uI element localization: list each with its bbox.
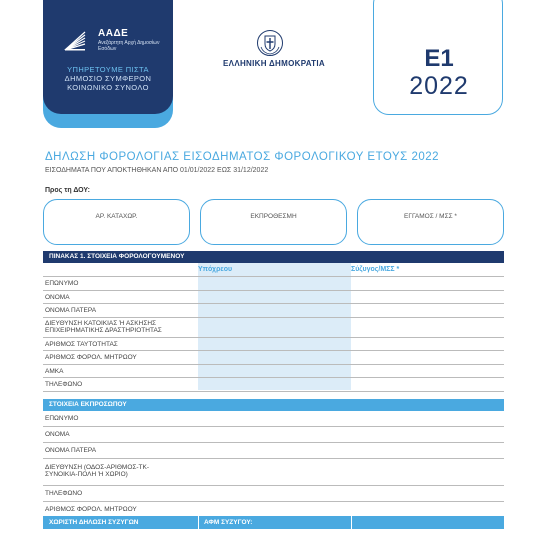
table-row[interactable] [43,304,504,318]
aade-slogan [43,65,173,92]
separate-declaration-label: ΧΩΡΙΣΤΗ ΔΗΛΩΣΗ ΣΥΖΥΓΩΝ [49,519,139,526]
row-label: ΕΠΩΝΥΜΟ [45,415,79,422]
row-label: ΑΜΚΑ [45,367,64,375]
doy-label: Προς τη ΔΟΥ: [45,187,90,194]
registration-number-field[interactable]: ΑΡ. ΚΑΤΑΧΩΡ. [43,199,190,245]
late-submission-field[interactable]: ΕΚΠΡΟΘΕΣΜΗ [200,199,347,245]
row-label: ΤΗΛΕΦΩΝΟ [45,381,83,388]
aade-logo-block [43,0,173,128]
representative-rows [43,411,504,518]
row-label: ΔΙΕΥΘΥΝΣΗ ΚΑΤΟΙΚΙΑΣ Ή ΑΣΚΗΣΗΣ ΕΠΙΧΕΙΡΗΜΑΤΙΚΗΣ ΔΡΑΣΤΗΡΙΟΤΗΤΑΣ [45,319,162,334]
table1-column-headers [43,263,504,277]
row-label: ΟΝΟΜΑ [45,431,70,438]
aade-name: ΑΑΔΕ [98,28,129,39]
row-label: ΑΡΙΘΜΟΣ ΤΑΥΤΟΤΗΤΑΣ [45,340,118,348]
slogan-line: ΚΟΙΝΩΝΙΚΟ ΣΥΝΟΛΟ [67,83,149,92]
table-row[interactable] [43,277,504,291]
row-label: ΑΡΙΘΜΟΣ ΦΟΡΟΛ. ΜΗΤΡΩΟΥ [45,354,137,361]
bar-divider [351,516,352,529]
greek-coat-of-arms-icon [256,29,284,57]
form-code-box [373,0,503,115]
table-row[interactable] [43,365,504,379]
table-row[interactable] [43,378,504,392]
spouse-afm-label: ΑΦΜ ΣΥΖΥΓΟΥ: [204,519,253,526]
table-row[interactable] [43,318,504,338]
table1-rows [43,277,504,392]
table-row[interactable] [43,351,504,365]
table-row[interactable] [43,338,504,352]
slogan-line: ΔΗΜΟΣΙΟ ΣΥΜΦΕΡΟΝ [64,74,152,83]
republic-name: ΕΛΛΗΝΙΚΗ ΔΗΜΟΚΡΑΤΙΑ [223,59,325,68]
aade-logo-icon [63,30,87,52]
table-row[interactable] [43,459,504,486]
form-code: E1 [424,45,454,72]
document-subtitle: ΕΙΣΟΔΗΜΑΤΑ ΠΟΥ ΑΠΟΚΤΗΘΗΚΑΝ ΑΠΟ 01/01/2022 ΕΩΣ 31/12/2022 [45,167,269,174]
table-row[interactable] [43,411,504,427]
slogan-line: ΥΠΗΡΕΤΟΥΜΕ ΠΙΣΤΑ [67,65,149,74]
married-field[interactable]: ΕΓΓΑΜΟΣ / ΜΣΣ * [357,199,504,245]
row-label: ΕΠΩΝΥΜΟ [45,280,79,287]
table-row[interactable] [43,486,504,502]
row-label: ΔΙΕΥΘΥΝΣΗ (ΟΔΟΣ-ΑΡΙΘΜΟΣ-ΤΚ-ΣΥΝΟΙΚΙΑ-ΠΟΛΗ Ή ΧΩΡΙΟ) [45,464,150,478]
row-label: ΟΝΟΜΑ [45,293,70,301]
row-label: ΟΝΟΜΑ ΠΑΤΕΡΑ [45,307,97,314]
row-label: ΟΝΟΜΑ ΠΑΤΕΡΑ [45,447,97,454]
separate-declaration-bar [43,516,504,529]
table-row[interactable] [43,291,504,305]
representative-header: ΣΤΟΙΧΕΙΑ ΕΚΠΡΟΣΩΠΟΥ [43,399,504,411]
document-title: ΔΗΛΩΣΗ ΦΟΡΟΛΟΓΙΑΣ ΕΙΣΟΔΗΜΑΤΟΣ ΦΟΡΟΛΟΓΙΚΟΥ ΕΤΟΥΣ 2022 [45,151,440,163]
bar-divider [198,516,199,529]
aade-logo-panel [43,0,173,114]
table1-header: ΠΙΝΑΚΑΣ 1. ΣΤΟΙΧΕΙΑ ΦΟΡΟΛΟΓΟΥΜΕΝΟΥ [43,251,504,263]
row-label: ΤΗΛΕΦΩΝΟ [45,490,83,497]
aade-subtitle: Ανεξάρτητη Αρχή Δημοσίων Εσόδων [98,40,160,52]
spouse-column-header: Σύζυγος/ΜΣΣ * [351,266,400,273]
table-row[interactable] [43,443,504,459]
row-label: ΑΡΙΘΜΟΣ ΦΟΡΟΛ. ΜΗΤΡΩΟΥ [45,506,137,513]
table-row[interactable] [43,427,504,443]
form-year: 2022 [409,72,469,100]
taxpayer-column-header: Υπόχρεου [198,266,233,273]
